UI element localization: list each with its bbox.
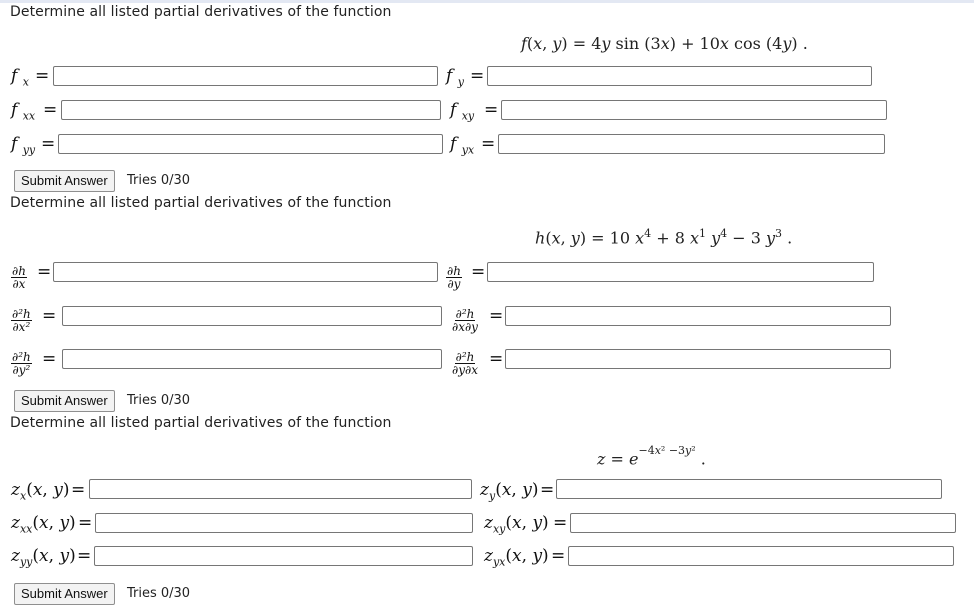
answer-d2h-dx2-input[interactable] — [62, 306, 442, 326]
label-d2h-dydx: $\frac{\text{∂²h}}{\partial y\partial x}$ — [452, 350, 478, 377]
answer-fxx-input[interactable] — [61, 100, 441, 120]
label-zx: $z_x(x$, y) — [11, 480, 70, 503]
answer-fy-input[interactable] — [487, 66, 872, 86]
submit-answer-button[interactable]: Submit Answer — [14, 583, 115, 605]
equals-sign: = — [77, 546, 92, 566]
answer-d2h-dy2-input[interactable] — [62, 349, 442, 369]
label-zxx: $z_{xx}(x$, y) — [11, 513, 76, 536]
section2-formula: h(x, y) = 10 $x^4 + 8$ $x^1$ $y^4 - 3$ $y^3$ . — [535, 227, 793, 248]
equals-sign: = — [42, 306, 57, 326]
label-zy: $z_y(x$, y) — [480, 480, 539, 503]
equals-sign: = — [71, 480, 86, 500]
answer-zyy-input[interactable] — [94, 546, 473, 566]
answer-zxy-input[interactable] — [570, 513, 956, 533]
label-fx: f $_x$ — [11, 66, 29, 89]
label-fxy: f $_{xy}$ — [450, 100, 475, 123]
answer-fyx-input[interactable] — [498, 134, 885, 154]
tries-counter: Tries 0/30 — [127, 393, 191, 408]
label-d2h-dxdy: $\frac{\text{∂²h}}{\partial x\partial y}$ — [452, 307, 478, 334]
equals-sign: = — [551, 546, 566, 566]
answer-d2h-dydx-input[interactable] — [505, 349, 891, 369]
answer-zxx-input[interactable] — [95, 513, 473, 533]
label-fxx: f $_{xx}$ — [11, 100, 36, 123]
label-zyy: $z_{yy}(x$, y) — [11, 546, 76, 569]
label-d2h-dx2: $\frac{\text{∂²h}}{\text{∂x²}}$ — [12, 307, 31, 334]
tries-counter: Tries 0/30 — [127, 173, 191, 188]
label-zxy: $z_{xy}(x$, y) — [484, 513, 549, 536]
equals-sign: = — [470, 66, 485, 86]
equals-sign: = — [42, 349, 57, 369]
equals-sign: = — [35, 66, 50, 86]
answer-d2h-dxdy-input[interactable] — [505, 306, 891, 326]
label-fyx: f $_{yx}$ — [450, 134, 475, 157]
submit-answer-button[interactable]: Submit Answer — [14, 170, 115, 192]
equals-sign: = — [41, 134, 56, 154]
label-dh-dy: $\frac{\partial h}{\partial y}$ — [447, 264, 461, 291]
section3-prompt: Determine all listed partial derivatives of the function — [10, 415, 392, 431]
equals-sign: = — [553, 513, 568, 533]
answer-zy-input[interactable] — [556, 479, 942, 499]
label-dh-dx: $\frac{\partial h}{\partial x}$ — [12, 264, 26, 291]
equals-sign: = — [43, 100, 58, 120]
equals-sign: = — [78, 513, 93, 533]
section1-prompt: Determine all listed partial derivatives of the function — [10, 4, 392, 20]
equals-sign: = — [471, 262, 486, 282]
section3-formula: $z = e^{-4x^2 -3y^2}$ . — [597, 444, 706, 469]
answer-fx-input[interactable] — [53, 66, 438, 86]
answer-zx-input[interactable] — [89, 479, 472, 499]
equals-sign: = — [540, 480, 555, 500]
equals-sign: = — [489, 349, 504, 369]
equals-sign: = — [489, 306, 504, 326]
label-fyy: f $_{yy}$ — [11, 134, 36, 157]
equals-sign: = — [484, 100, 499, 120]
answer-fxy-input[interactable] — [501, 100, 887, 120]
answer-fyy-input[interactable] — [58, 134, 443, 154]
equals-sign: = — [37, 262, 52, 282]
answer-zyx-input[interactable] — [568, 546, 954, 566]
section2-prompt: Determine all listed partial derivatives of the function — [10, 195, 392, 211]
answer-dh-dx-input[interactable] — [53, 262, 438, 282]
equals-sign: = — [481, 134, 496, 154]
top-border — [0, 0, 974, 3]
tries-counter: Tries 0/30 — [127, 586, 191, 601]
section1-formula: f(x, y) = 4y sin (3x) + 10x cos (4y) . — [521, 34, 808, 53]
answer-dh-dy-input[interactable] — [487, 262, 874, 282]
label-fy: f $_y$ — [446, 66, 464, 89]
label-zyx: $z_{yx}(x$, y) — [484, 546, 549, 569]
submit-answer-button[interactable]: Submit Answer — [14, 390, 115, 412]
label-d2h-dy2: $\frac{\text{∂²h}}{\text{∂y²}}$ — [12, 350, 31, 377]
